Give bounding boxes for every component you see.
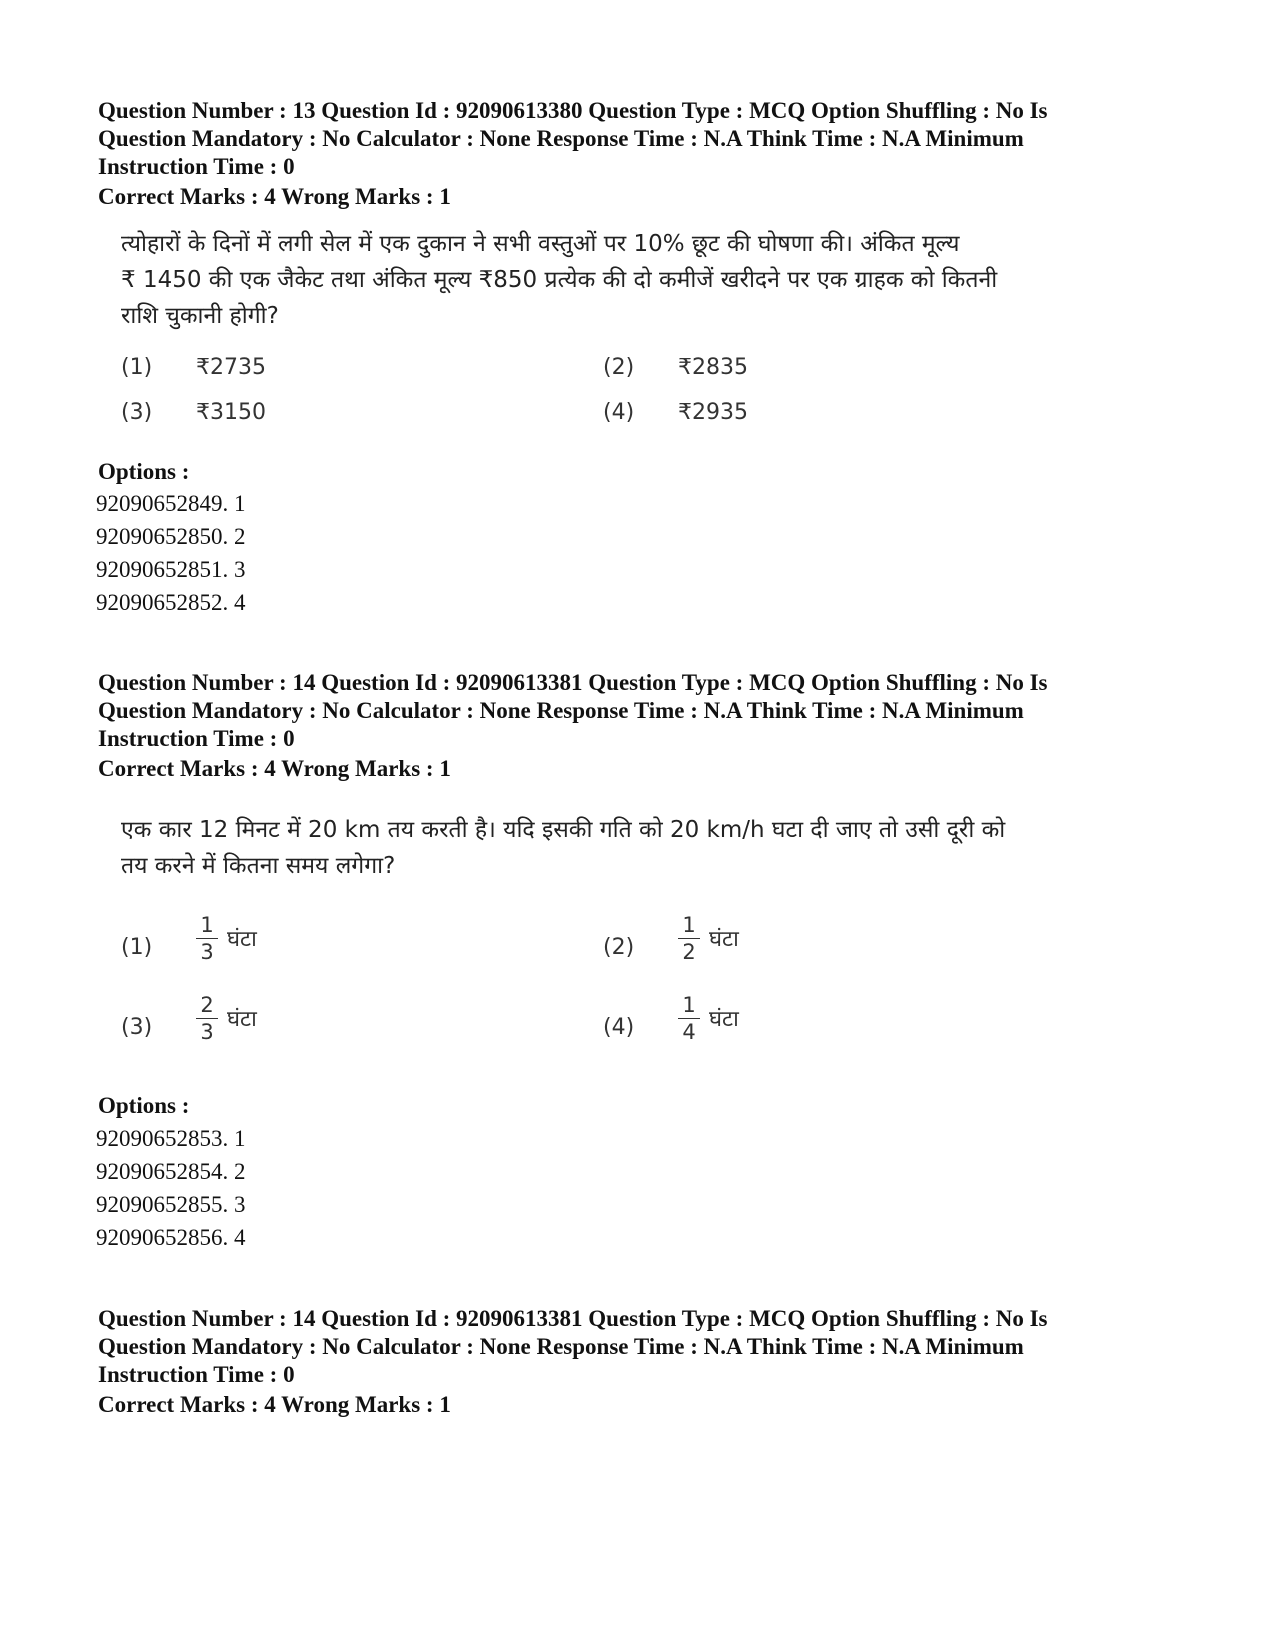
meta-line: Instruction Time : 0 bbox=[98, 154, 295, 179]
fraction-denominator: 2 bbox=[682, 940, 696, 964]
options-list bbox=[96, 1122, 246, 1254]
choice-unit: घंटा bbox=[227, 927, 257, 952]
choice-unit: घंटा bbox=[709, 927, 739, 952]
options-label: Options : bbox=[98, 459, 190, 484]
choice-number: (3) bbox=[121, 400, 153, 425]
option-id: 92090652849. 1 bbox=[96, 491, 246, 516]
fraction bbox=[678, 993, 700, 1044]
fraction bbox=[196, 913, 218, 964]
meta-line: Instruction Time : 0 bbox=[98, 1362, 295, 1387]
fraction-bar bbox=[196, 938, 218, 939]
fraction-denominator: 3 bbox=[200, 940, 214, 964]
question-text-line: राशि चुकानी होगी? bbox=[121, 303, 279, 329]
fraction-numerator: 1 bbox=[682, 913, 696, 937]
choice-unit: घंटा bbox=[227, 1007, 257, 1032]
question-14-marks: Correct Marks : 4 Wrong Marks : 1 bbox=[98, 756, 451, 781]
choice-number: (4) bbox=[603, 1015, 635, 1040]
meta-line: Question Number : 14 Question Id : 92090613381 Question Type : MCQ Option Shuffling : No Is bbox=[98, 1306, 1048, 1331]
meta-line: Question Number : 14 Question Id : 92090613381 Question Type : MCQ Option Shuffling : No Is bbox=[98, 670, 1048, 695]
meta-line: Instruction Time : 0 bbox=[98, 726, 295, 751]
fraction-numerator: 1 bbox=[682, 993, 696, 1017]
option-id: 92090652850. 2 bbox=[96, 524, 246, 549]
option-id: 92090652855. 3 bbox=[96, 1192, 246, 1217]
question-text-line: तय करने में कितना समय लगेगा? bbox=[121, 853, 396, 879]
choice-number: (4) bbox=[603, 400, 635, 425]
fraction-numerator: 1 bbox=[200, 913, 214, 937]
choice-value: ₹2935 bbox=[678, 400, 748, 425]
question-14b-meta bbox=[98, 1305, 1188, 1389]
choice-number: (3) bbox=[121, 1015, 153, 1040]
options-label: Options : bbox=[98, 1093, 190, 1118]
question-13-marks: Correct Marks : 4 Wrong Marks : 1 bbox=[98, 184, 451, 209]
options-list bbox=[96, 487, 246, 619]
question-text-line: ₹ 1450 की एक जैकेट तथा अंकित मूल्य ₹850 प्रत्येक की दो कमीजें खरीदने पर एक ग्राहक को कितनी bbox=[121, 267, 998, 293]
option-id: 92090652854. 2 bbox=[96, 1159, 246, 1184]
meta-line: Question Mandatory : No Calculator : None Response Time : N.A Think Time : N.A Minimum bbox=[98, 698, 1024, 723]
meta-line: Question Number : 13 Question Id : 92090613380 Question Type : MCQ Option Shuffling : No Is bbox=[98, 98, 1048, 123]
choice-number: (2) bbox=[603, 935, 635, 960]
choice-value: ₹2835 bbox=[678, 355, 748, 380]
question-14-text bbox=[121, 812, 1121, 884]
question-14-meta bbox=[98, 669, 1188, 753]
fraction bbox=[196, 993, 218, 1044]
question-text-line: त्योहारों के दिनों में लगी सेल में एक दुकान ने सभी वस्तुओं पर 10% छूट की घोषणा की। अंकित मूल्य bbox=[121, 231, 960, 257]
question-13-text bbox=[121, 226, 1121, 334]
fraction-bar bbox=[678, 938, 700, 939]
question-13-meta bbox=[98, 97, 1188, 181]
fraction bbox=[678, 913, 700, 964]
meta-line: Question Mandatory : No Calculator : None Response Time : N.A Think Time : N.A Minimum bbox=[98, 126, 1024, 151]
option-id: 92090652852. 4 bbox=[96, 590, 246, 615]
fraction-bar bbox=[678, 1018, 700, 1019]
choice-number: (1) bbox=[121, 355, 153, 380]
choice-number: (1) bbox=[121, 935, 153, 960]
option-id: 92090652853. 1 bbox=[96, 1126, 246, 1151]
fraction-bar bbox=[196, 1018, 218, 1019]
choice-value: ₹2735 bbox=[196, 355, 266, 380]
choice-number: (2) bbox=[603, 355, 635, 380]
fraction-numerator: 2 bbox=[200, 993, 214, 1017]
choice-unit: घंटा bbox=[709, 1007, 739, 1032]
question-14b-marks: Correct Marks : 4 Wrong Marks : 1 bbox=[98, 1392, 451, 1417]
meta-line: Question Mandatory : No Calculator : None Response Time : N.A Think Time : N.A Minimum bbox=[98, 1334, 1024, 1359]
fraction-denominator: 3 bbox=[200, 1020, 214, 1044]
question-text-line: एक कार 12 मिनट में 20 km तय करती है। यदि इसकी गति को 20 km/h घटा दी जाए तो उसी दूरी को bbox=[121, 817, 1006, 843]
option-id: 92090652856. 4 bbox=[96, 1225, 246, 1250]
fraction-denominator: 4 bbox=[682, 1020, 696, 1044]
option-id: 92090652851. 3 bbox=[96, 557, 246, 582]
choice-value: ₹3150 bbox=[196, 400, 266, 425]
